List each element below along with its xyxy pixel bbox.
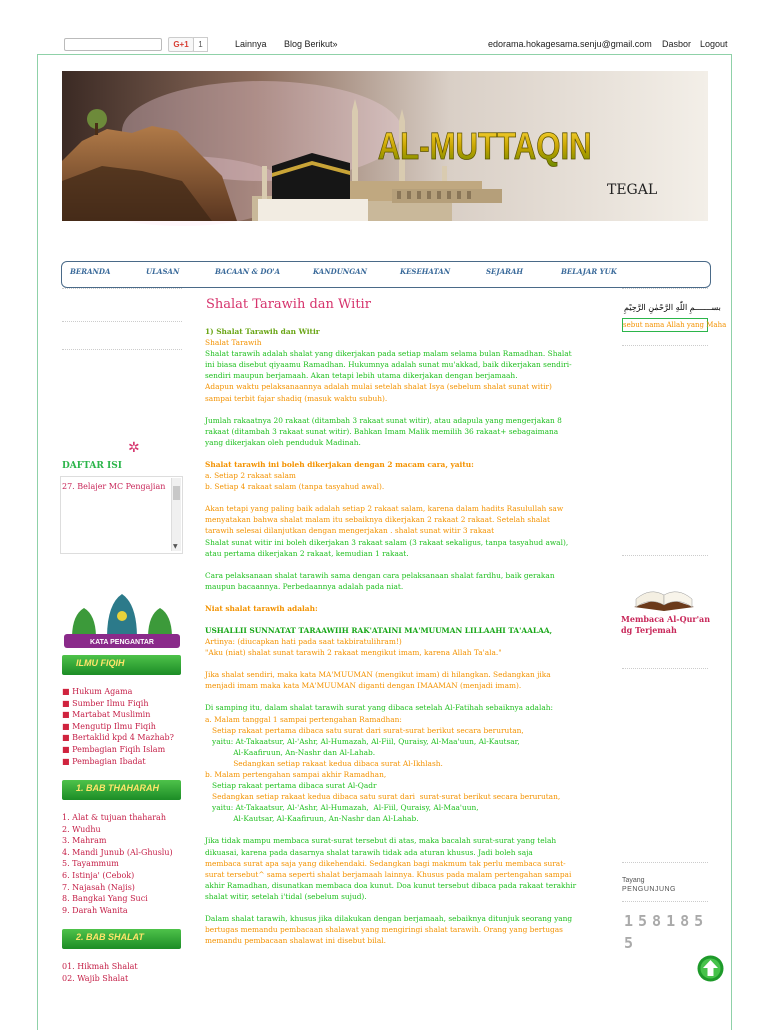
list-item[interactable]: ■ Sumber Ilmu Fiqih (62, 698, 149, 708)
list-item[interactable]: 2. Wudhu (62, 824, 101, 834)
daftar-isi-title: DAFTAR ISI (62, 461, 122, 471)
sidebar-divider (622, 668, 708, 669)
next-blog-link[interactable]: Blog Berikut» (284, 39, 338, 49)
fiqih-list (62, 686, 174, 767)
menu-ulasan[interactable]: ULASAN (146, 267, 180, 276)
list-item[interactable]: ■ Bertaklid kpd 4 Mazhab? (62, 733, 174, 743)
post-body: 1) Shalat Tarawih dan Witir Shalat Tarawih Shalat tarawih adalah shalat yang dikerjakan pada setiap malam selama bulan Ramadhan. Shalat ini biasa disebut qiyaamu Ramadhan. Hukumnya adalah sunat mu'akkad, baik dikerjakan sendiri- sendiri maupun berjamaah. Akan tetapi lebih utama dikerjakan dengan berjamaah. Adapun waktu pelaksanaannya adalah mulai setelah shalat Isya (sebelum shalat sunat witir) sampai terbit fajar shadiq (masuk waktu subuh). Jumlah rakaatnya 20 rakaat (ditambah 3 rakaat sunat witir), atau adapula yang mengerjakan 8 rakaat (ditambah 3 rakaat sunat witir). Bahkan Imam Malik memilih 36 rakaat+ sebagaimana yang dikerjakan oleh penduduk Madinah. Shalat tarawih ini boleh dikerjakan dengan 2 macam cara, yaitu: a. Setiap 2 rakaat salam b. Setiap 4 rakaat salam (tanpa tasyahud awal). Akan tetapi yang paling baik adalah setiap 2 rakaat salam, karena dalam hadits Rasulullah saw menyatakan bahwa shalat malam itu sebaiknya dikerjakan 2 rakaat 2 rakaat. Setelah shalat tarawih selesai dilanjutkan dengan mengerjakan . shalat sunat witir 3 rakaat Shalat sunat witir ini boleh dikerjakan 3 rakaat salam (3 rakaat sekaligus, tanpa tasyahud awal), atau pertama dikerjakan 2 rakaat, kemudian 1 rakaat. Cara pelaksanaan shalat tarawih sama dengan cara pelaksanaan shalat fardhu, baik gerakan maupun bacaannya. Perbedaannya adalah pada niat. Niat shalat tarawih adalah: USHALLII SUNNATAT TARAAWIIH RAK'ATAINI MA'MUUMAN LILLAAHI TA'AALAA, Artinya: (diucapkan hati pada saat takbiratulihram!) "Aku (niat) shalat sunat tarawih 2 rakaat mengikut imam, karena Allah Ta'ala." Jika shalat sendiri, maka kata MA'MUUMAN (mengikut imam) di hilangkan. Sedangkan jika menjadi imam maka kata MA'MUUMAN diganti dengan IMAAMAN (menjadi imam). Di samping itu, dalam shalat tarawih surat yang dibaca setelah Al-Fatihah sebaiknya adalah: a. Malam tanggal 1 sampai pertengahan Ramadhan: Setiap rakaat pertama dibaca satu surat dari surat-surat berikut secara berurutan, yaitu: At-Takaatsur, Al-'Ashr, Al-Humazah, Al-Fiil, Quraisy, Al-Maa'uun, Al-Kautsar, Al-Kaafiruun, An-Nashr dan Al-Lahab. Sedangkan setiap rakaat kedua dibaca surat Al-Ikhlash. b. Malam pertengahan sampai akhir Ramadhan, Setiap rakaat pertama dibaca surat Al-Qadr Sedangkan setiap rakaat kedua dibaca satu surat dari surat-surat berikut secara berurutan, yaitu: At-Takaatsur, Al-'Ashr, Al-Humazah, Al-Fiil, Quraisy, Al-Maa'uun, Al-Kautsar, Al-Kaafiruun, An-Nashr dan Al-Lahab. Jika tidak mampu membaca surat-surat tersebut di atas, maka bacalah surat-surat yang telah dikuasai, karena pada dasarnya shalat tarawih tidak ada aturan khusus. Jadi boleh saja membaca surat apa saja yang dikehendaki. Sedangkan bagi makmum tak perlu membaca surat- surat tersebut^ sama seperti shalat berjamaah lainnya. Khusus pada malam pertengahan sampai akhir Ramadhan, disunatkan membaca doa kunut. Doa kunut tersebut dibaca pada rakaat terakhir shalat witir, setelah i'tidal (sebelum sujud). Dalam shalat tarawih, khusus jika dilakukan dengan berjamaah, sebaiknya ditunjuk seorang yang bertugas memandu pembacaan shalawat yang mengiringi shalat tarawih. Orang yang bertugas memandu pembacaan shalawat ini disebut bilal. (205, 326, 597, 946)
arrow-up-icon (697, 955, 724, 982)
mosque-domes-icon (62, 590, 182, 652)
dasbor-link[interactable]: Dasbor (662, 39, 692, 49)
list-item[interactable]: 3. Mahram (62, 836, 107, 846)
daftar-isi-item[interactable]: 27. Belajer MC Pengajian (62, 482, 166, 491)
kata-pengantar-label: KATA PENGANTAR (90, 639, 154, 646)
kata-pengantar-banner[interactable] (62, 590, 182, 652)
list-item[interactable]: 9. Darah Wanita (62, 905, 128, 915)
list-item[interactable]: ■ Hukum Agama (62, 687, 133, 696)
list-item[interactable]: 1. Alat & tujuan thaharah (62, 813, 166, 822)
quran-book-icon[interactable] (628, 577, 700, 613)
daftar-scrollbar[interactable] (171, 478, 181, 551)
post-title[interactable]: Shalat Tarawih dan Witir (206, 297, 371, 312)
bab-shalat-header (62, 929, 181, 949)
menu-bacaan-doa[interactable]: BACAAN & DO'A (215, 267, 281, 276)
post-subheading: Shalat Tarawih (205, 338, 262, 348)
sidebar-divider (62, 288, 182, 289)
visitor-counter: 158185 5 (624, 912, 709, 952)
list-item[interactable]: 6. Istinja' (Cebok) (62, 870, 135, 880)
lainnya-link[interactable]: Lainnya (235, 39, 267, 49)
thaharah-list (62, 812, 173, 916)
sidebar-divider (62, 349, 182, 350)
post-heading: Niat shalat tarawih adalah: (205, 603, 318, 613)
bab-shalat-label: 2. BAB SHALAT (76, 932, 144, 942)
bismillah-text: بســـــــمِ اللّٰهِ الرَّحْمٰنِ الرَّحِيْمِ (624, 303, 721, 312)
scrollbar-thumb[interactable] (173, 486, 180, 500)
bab-thaharah-header (62, 780, 181, 800)
list-item[interactable]: 02. Wajib Shalat (62, 973, 129, 983)
list-item[interactable]: ■ Mengutip Ilmu Fiqih (62, 721, 156, 731)
back-to-top-button[interactable] (697, 955, 724, 982)
scrolling-text: sebut nama Allah yang Maha (622, 318, 708, 332)
quran-link[interactable]: Membaca Al-Qur'an dg Terjemah (621, 614, 711, 635)
menu-kesehatan[interactable]: KESEHATAN (400, 267, 451, 276)
post-heading: Shalat tarawih ini boleh dikerjakan dengan 2 macam cara, yaitu: (205, 459, 474, 469)
list-item[interactable]: 8. Bangkai Yang Suci (62, 894, 148, 904)
list-item[interactable]: 4. Mandi Junub (Al-Ghuslu) (62, 847, 173, 857)
bab-thaharah-label: 1. BAB THAHARAH (76, 783, 159, 793)
menu-belajar-yuk[interactable]: BELAJAR YUK (561, 267, 617, 276)
list-item[interactable]: ■ Pembagian Fiqih Islam (62, 744, 166, 754)
menu-kandungan[interactable]: KANDUNGAN (313, 267, 368, 276)
sidebar-divider (622, 555, 708, 556)
sidebar-divider (62, 321, 182, 322)
menu-beranda[interactable]: BERANDA (70, 267, 111, 276)
pengunjung-label: PENGUNJUNG (622, 886, 677, 893)
scroll-down-icon[interactable]: ▼ (173, 543, 178, 550)
user-email: edorama.hokagesama.senju@gmail.com (488, 39, 652, 49)
ilmu-fiqih-header (62, 655, 181, 675)
sidebar-divider (622, 862, 708, 863)
sidebar-divider (622, 288, 708, 289)
list-item[interactable]: 01. Hikmah Shalat (62, 962, 138, 971)
sidebar-divider (622, 901, 708, 902)
shalat-list (62, 961, 138, 984)
list-item[interactable]: 5. Tayammum (62, 859, 119, 869)
post-heading: 1) Shalat Tarawih dan Witir (205, 327, 320, 336)
header-banner[interactable] (62, 71, 708, 221)
menu-sejarah[interactable]: SEJARAH (486, 267, 523, 276)
plus-count: 1 (193, 37, 208, 52)
blogger-navbar (0, 0, 768, 56)
banner-illustration (62, 71, 708, 221)
list-item[interactable]: ■ Pembagian Ibadat (62, 756, 146, 766)
ilmu-fiqih-label: ILMU FIQIH (76, 658, 125, 668)
search-input[interactable] (64, 38, 162, 51)
google-plus-button[interactable]: G+1 (168, 37, 194, 52)
sidebar-divider (622, 345, 708, 346)
banner-title: AL-MUTTAQIN (377, 126, 592, 168)
logout-link[interactable]: Logout (700, 39, 728, 49)
list-item[interactable]: 7. Najasah (Najis) (62, 882, 135, 892)
banner-subtitle: TEGAL (607, 182, 658, 198)
tayang-label: Tayang (622, 877, 645, 884)
list-item[interactable]: ■ Martabat Muslimin (62, 710, 151, 720)
flower-icon: ✲ (128, 440, 140, 456)
